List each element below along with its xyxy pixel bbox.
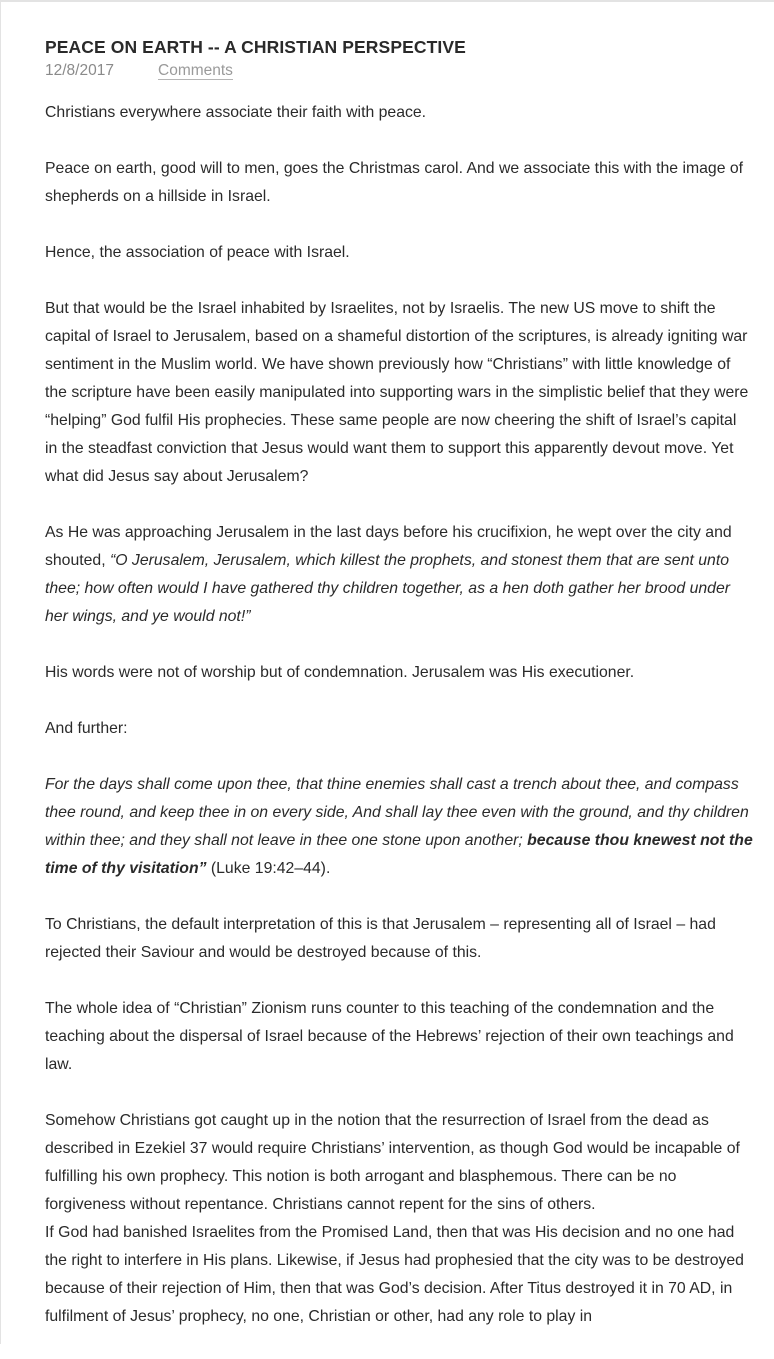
paragraph: To Christians, the default interpretation of this is that Jerusalem – representing all of Israel – had rejected their Saviour and would be destroyed because of this. <box>45 916 716 961</box>
paragraph: If God had banished Israelites from the Promised Land, then that was His decision and no one had the right to interfere in His plans. Likewise, if Jesus had prophesied that the city was to be destroyed because of their rejection of Him, then that was God’s decision. After Titus destroyed it in 70 AD, in fulfilment of Jesus’ prophecy, no one, Christian or other, had any role to play in <box>45 1224 744 1325</box>
paragraph: Somehow Christians got caught up in the notion that the resurrection of Israel from the dead as described in Ezekiel 37 would require Christians’ intervention, as though God would be incapable of fulfilling his own prophecy. This notion is both arrogant and blasphemous. There can be no forgiveness without repentance. Christians cannot repent for the sins of others. <box>45 1112 740 1213</box>
post-meta <box>45 60 753 82</box>
post-title: PEACE ON EARTH -- A CHRISTIAN PERSPECTIVE <box>45 37 466 57</box>
paragraph-with-quote <box>45 519 753 631</box>
post-body <box>45 99 753 1331</box>
paragraph-lead: As He was approaching Jerusalem in the last days before his crucifixion, he wept over the city and shouted, <box>45 524 732 569</box>
paragraph: The whole idea of “Christian” Zionism runs counter to this teaching of the condemnation and the teaching about the dispersal of Israel because of the Hebrews’ rejection of their own teachings and law. <box>45 1000 734 1073</box>
scripture-quote: For the days shall come upon thee, that thine enemies shall cast a trench about thee, and compass thee round, and keep thee in on every side, And shall lay thee even with the ground, and thy children within thee; and they shall not leave in thee one stone upon another; <box>45 776 749 849</box>
paragraph: Peace on earth, good will to men, goes the Christmas carol. And we associate this with the image of shepherds on a hillside in Israel. <box>45 160 744 205</box>
paragraph: His words were not of worship but of condemnation. Jerusalem was His executioner. <box>45 664 635 681</box>
paragraph: Christians everywhere associate their faith with peace. <box>45 104 427 121</box>
scripture-reference: (Luke 19:42–44). <box>206 860 331 877</box>
blog-post <box>45 36 753 1359</box>
comments-link[interactable]: Comments <box>158 62 233 79</box>
paragraph: But that would be the Israel inhabited by Israelites, not by Israelis. The new US move to shift the capital of Israel to Jerusalem, based on a shameful distortion of the scriptures, is already igniting war sentiment in the Muslim world. We have shown previously how “Christians” with little knowledge of the scripture have been easily manipulated into supporting wars in the simplistic belief that they were “helping” God fulfil His prophecies. These same people are now cheering the shift of Israel’s capital in the steadfast conviction that Jesus would want them to support this apparently devout move. Yet what did Jesus say about Jerusalem? <box>45 300 749 485</box>
post-date: 12/8/2017 <box>45 62 114 79</box>
scripture-quote: “O Jerusalem, Jerusalem, which killest the prophets, and stonest them that are sent unto thee; how often would I have gathered thy children together, as a hen doth gather her brood under her wings, and ye would not!” <box>45 552 731 625</box>
paragraph: Hence, the association of peace with Israel. <box>45 244 350 261</box>
paragraph: And further: <box>45 720 128 737</box>
scripture-quote-emphasis: because thou knewest not the time of thy visitation” <box>45 832 753 877</box>
scripture-paragraph <box>45 771 753 883</box>
